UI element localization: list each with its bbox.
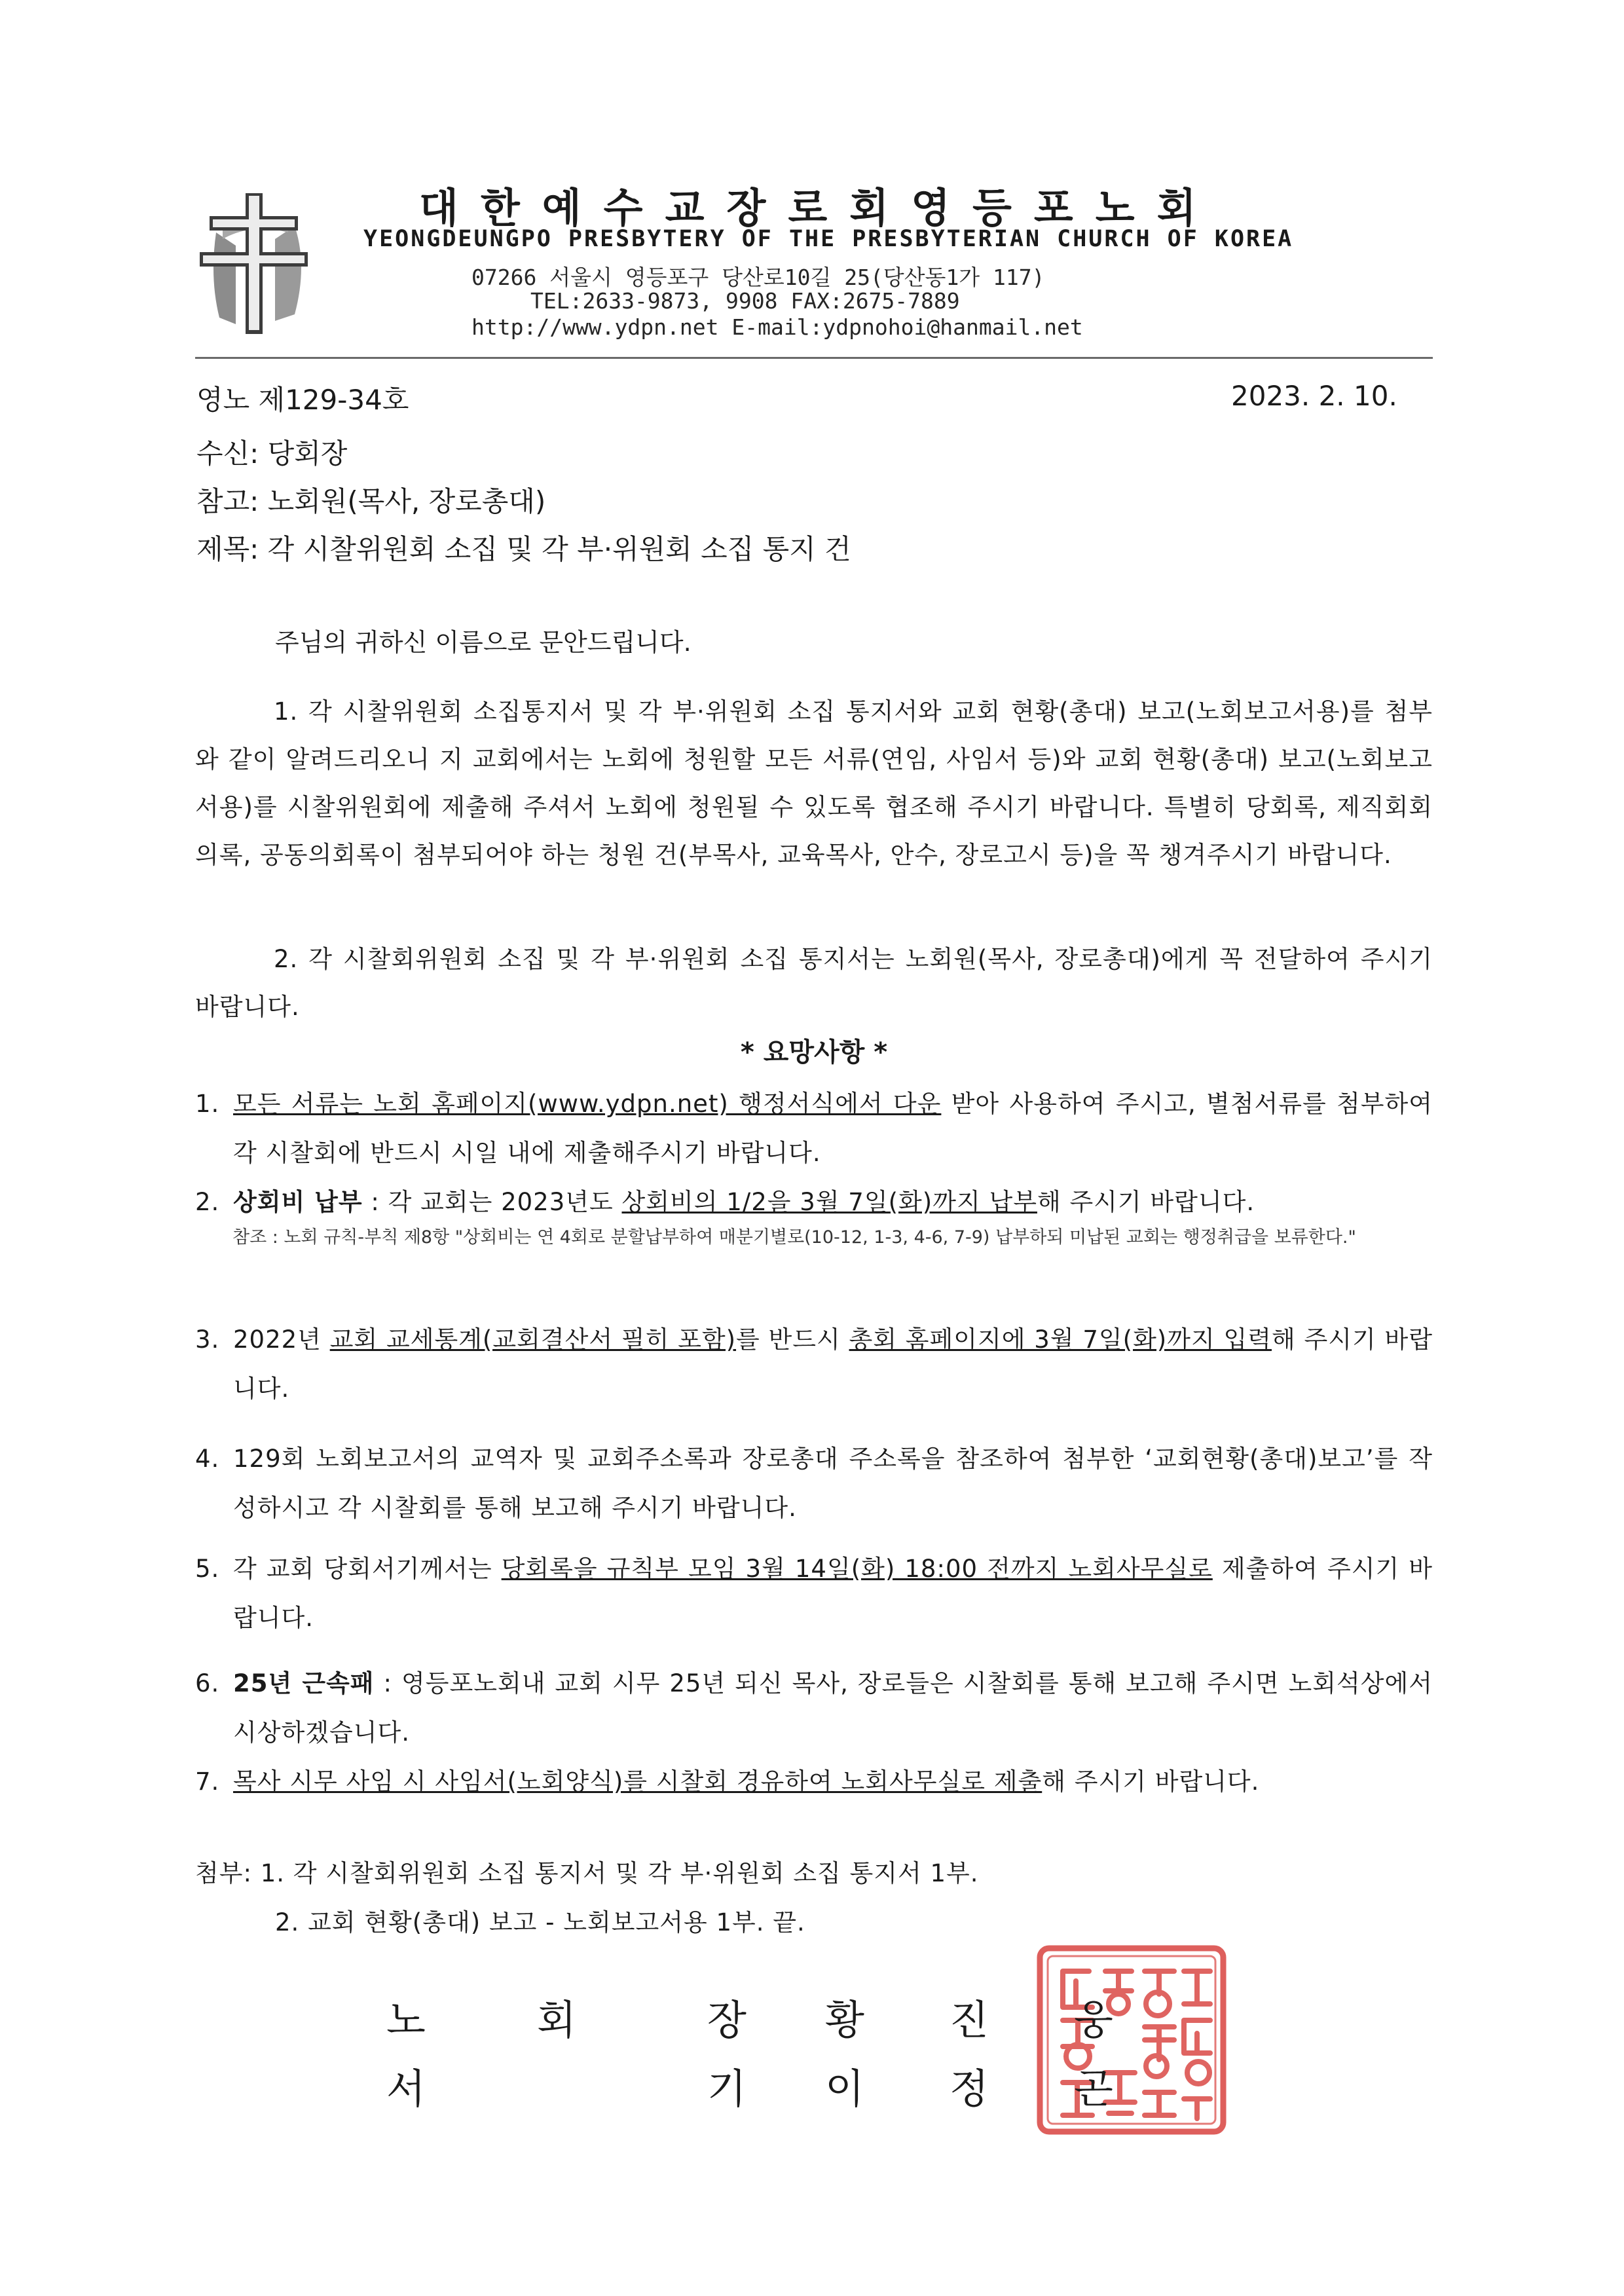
request-item-7 <box>195 1757 1433 1806</box>
signature-row-2-char: 곤 <box>1074 2065 1113 2113</box>
organization-name-english: YEONGDEUNGPO PRESBYTERY OF THE PRESBYTERIAN CHURCH OF KOREA <box>363 226 1294 252</box>
bold-text: 상회비 납부 <box>233 1188 363 1216</box>
item-text: 해 주시기 바랍니다. <box>1037 1188 1255 1216</box>
document-date: 2023. 2. 10. <box>1231 380 1397 412</box>
signature-row-1-char: 장 <box>707 1996 747 2044</box>
item-number: 2. <box>195 1188 220 1216</box>
underlined-text: 목사 시무 사임 시 사임서(노회양식)를 시찰회 경유하여 노회사무실로 제출 <box>233 1768 1043 1796</box>
signature-row-2-char: 기 <box>707 2065 747 2113</box>
request-item-1 <box>195 1079 1433 1177</box>
requests-title: * 요망사항 * <box>740 1037 888 1067</box>
signature-row-2-char: 이 <box>825 2065 864 2113</box>
organization-name-korean: 대한예수교장로회영등포노회 <box>419 184 1219 232</box>
item-text: 제출하여 주시기 바랍니다. <box>233 1555 1433 1632</box>
subject: 제목: 각 시찰위원회 소집 및 각 부·위원회 소집 통지 건 <box>196 533 851 565</box>
request-item-4 <box>195 1434 1433 1532</box>
attachment-line-2: 2. 교회 현황(총대) 보고 - 노회보고서용 1부. 끝. <box>275 1908 805 1936</box>
item-text: 받아 사용하여 주시고, 별첨서류를 첨부하여 각 시찰회에 반드시 시일 내에 제출해주시기 바랍니다. <box>233 1090 1433 1167</box>
item-text: 해 주시기 바랍니다. <box>233 1325 1433 1403</box>
item-text: : 각 교회는 2023년도 <box>362 1188 622 1216</box>
official-seal-stamp <box>1033 1942 1230 2138</box>
underlined-text: 교회 교세통계(교회결산서 필히 포함) <box>329 1325 737 1354</box>
document-number: 영노 제129-34호 <box>196 384 409 416</box>
organization-phone-fax: TEL:2633-9873, 9908 FAX:2675-7889 <box>530 288 960 314</box>
signature-row-1-char: 노 <box>386 1996 426 2044</box>
letterhead-divider <box>195 357 1433 359</box>
item-number: 7. <box>195 1768 220 1796</box>
underlined-text: 총회 홈페이지에 3월 7일(화)까지 입력 <box>849 1325 1272 1354</box>
request-item-3 <box>195 1315 1433 1413</box>
presbytery-cross-logo <box>196 187 311 337</box>
underlined-text: 상회비의 1/2을 3월 7일(화)까지 납부 <box>621 1188 1037 1216</box>
item-number: 3. <box>195 1325 220 1354</box>
item-number: 1. <box>195 1090 220 1118</box>
recipient: 수신: 당회장 <box>196 437 348 470</box>
signature-row-1-char: 웅 <box>1074 1996 1113 2044</box>
signature-row-2-char: 서 <box>386 2065 426 2113</box>
item-text: 각 교회 당회서기께서는 <box>233 1555 502 1583</box>
reference: 참고: 노회원(목사, 장로총대) <box>196 485 546 517</box>
signature-row-1-char: 황 <box>825 1996 864 2044</box>
item-number: 5. <box>195 1555 220 1583</box>
underlined-text: 당회록을 규칙부 모임 3월 14일(화) 18:00 전까지 노회사무실로 <box>501 1555 1213 1583</box>
item-text: 를 반드시 <box>736 1325 849 1354</box>
item-text: 2022년 <box>233 1325 330 1354</box>
organization-web-email: http://www.ydpn.net E-mail:ydpnohoi@hanmail.net <box>471 314 1083 340</box>
signature-row-1-char: 진 <box>950 1996 989 2044</box>
item-text: 해 주시기 바랍니다. <box>1042 1768 1260 1796</box>
bylaw-note: 참조 : 노회 규칙-부칙 제8항 "상회비는 연 4회로 분할납부하여 매분기별로(10-12, 1-3, 4-6, 7-9) 납부하되 미납된 교회는 행정취급을 보류한다." <box>232 1227 1356 1248</box>
attachment-line-1: 첨부: 1. 각 시찰회위원회 소집 통지서 및 각 부·위원회 소집 통지서 1부. <box>195 1859 979 1887</box>
request-item-2 <box>195 1177 1433 1227</box>
item-number: 6. <box>195 1669 220 1697</box>
request-item-6 <box>195 1659 1433 1757</box>
item-text: 129회 노회보고서의 교역자 및 교회주소록과 장로총대 주소록을 참조하여 첨부한 ‘교회현황(총대)보고’를 작성하시고 각 시찰회를 통해 보고해 주시기 바랍니다. <box>233 1445 1433 1522</box>
organization-address: 07266 서울시 영등포구 당산로10길 25(당산동1가 117) <box>471 265 1045 290</box>
item-number: 4. <box>195 1445 220 1473</box>
bold-text: 25년 근속패 <box>233 1669 375 1697</box>
request-item-5 <box>195 1544 1433 1642</box>
signature-row-1-char: 회 <box>537 1996 576 2044</box>
paragraph-1: 1. 각 시찰위원회 소집통지서 및 각 부·위원회 소집 통지서와 교회 현황(총대) 보고(노회보고서용)를 첨부와 같이 알려드리오니 지 교회에서는 노회에 청원할 모든 서류(연임, 사임서 등)와 교회 현황(총대) 보고(노회보고서용)를 시찰위원회에 제출해 주셔서 노회에 청원될 수 있도록 협조해 주시기 바랍니다. 특별히 당회록, 제직회회의록, 공동의회록이 첨부되어야 하는 청원 건(부목사, 교육목사, 안수, 장로고시 등)을 꼭 챙겨주시기 바랍니다. <box>195 697 1433 869</box>
item-text: : 영등포노회내 교회 시무 25년 되신 목사, 장로들은 시찰회를 통해 보고해 주시면 노회석상에서 시상하겠습니다. <box>233 1669 1433 1747</box>
paragraph-2: 2. 각 시찰회위원회 소집 및 각 부·위원회 소집 통지서는 노회원(목사, 장로총대)에게 꼭 전달하여 주시기 바랍니다. <box>195 945 1433 1021</box>
signature-row-2-char: 정 <box>950 2065 989 2113</box>
greeting: 주님의 귀하신 이름으로 문안드립니다. <box>275 628 692 657</box>
underlined-text: 모든 서류는 노회 홈페이지(www.ydpn.net) 행정서식에서 다운 <box>233 1090 942 1118</box>
